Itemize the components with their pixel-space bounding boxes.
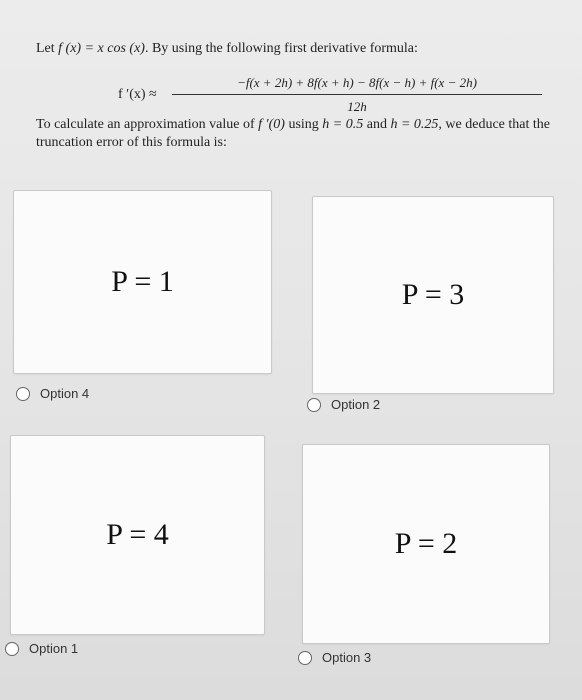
formula-numerator: −f(x + 2h) + 8f(x + h) − 8f(x − h) + f(x − 2h) (172, 74, 542, 95)
option-4-card[interactable] (13, 190, 272, 374)
intro-text: Let (36, 41, 59, 56)
option-3-label: Option 3 (322, 650, 372, 665)
option-2-card[interactable] (312, 196, 554, 394)
option-1-card[interactable] (10, 435, 265, 635)
radio-circle-icon[interactable] (307, 398, 321, 412)
option-2-radio[interactable] (307, 397, 380, 412)
option-3-value: P = 2 (394, 527, 458, 560)
body-text-3: , we deduce that the truncation error of this formula is: (36, 117, 550, 150)
formula-denominator: 12h (347, 99, 367, 114)
option-2-label: Option 2 (331, 397, 381, 412)
option-3-radio[interactable] (298, 650, 371, 665)
option-1-value: P = 4 (106, 518, 169, 551)
question-intro (36, 40, 418, 58)
step-size-1: h = 0.5 (322, 117, 364, 132)
option-3-card[interactable] (302, 444, 550, 644)
intro-text-end: . By using the following first derivative formula: (144, 41, 418, 56)
radio-circle-icon[interactable] (5, 642, 19, 656)
body-text-2: using (284, 117, 323, 132)
function-definition: f (x) = x cos (x) (58, 41, 145, 56)
formula-fraction (172, 74, 542, 116)
derivative-at-zero: f ′(0) (258, 117, 285, 132)
radio-circle-icon[interactable] (298, 651, 312, 665)
option-1-radio[interactable] (5, 641, 78, 656)
radio-circle-icon[interactable] (16, 387, 30, 401)
formula-lhs: f ′(x) ≈ (118, 87, 157, 102)
body-text-1: To calculate an approximation value of (36, 117, 259, 132)
option-4-value: P = 1 (111, 265, 174, 298)
step-size-2: h = 0.25 (390, 117, 439, 132)
option-4-radio[interactable] (16, 386, 89, 401)
option-1-label: Option 1 (29, 641, 79, 656)
option-2-value: P = 3 (401, 278, 465, 311)
question-body (36, 116, 556, 152)
body-text-and: and (363, 117, 391, 132)
option-4-label: Option 4 (40, 386, 90, 401)
